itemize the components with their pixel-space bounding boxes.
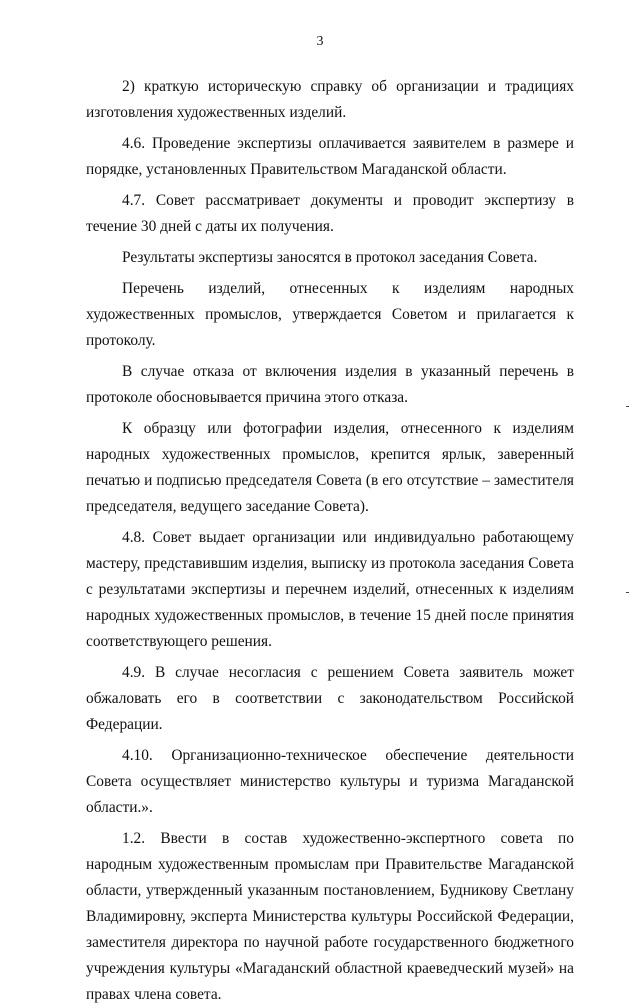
paragraph-label: К образцу или фотографии изделия, отнесенного к изделиям народных художественных промыслов, крепится ярлык, заверенный печатью и подписью председателя Совета (в его отсутствие – заместителя председателя, ведущего заседание Совета). bbox=[86, 420, 574, 515]
paragraph-4-6: 4.6. Проведение экспертизы оплачивается заявителем в размере и порядке, установленных Правительством Магаданской области. bbox=[86, 135, 574, 178]
paragraph-refusal: В случае отказа от включения изделия в указанный перечень в протоколе обосновывается причина этого отказа. bbox=[86, 363, 574, 406]
scan-mark bbox=[626, 406, 629, 407]
paragraph-items-list: Перечень изделий, отнесенных к изделиям народных художественных промыслов, утверждается Советом и прилагается к протоколу. bbox=[86, 280, 574, 349]
scan-mark bbox=[626, 592, 629, 593]
paragraph-4-9: 4.9. В случае несогласия с решением Совета заявитель может обжаловать его в соответствии с законодательством Российской Федерации. bbox=[86, 664, 574, 733]
paragraph-4-7: 4.7. Совет рассматривает документы и проводит экспертизу в течение 30 дней с даты их получения. bbox=[86, 192, 574, 235]
page-number: 3 bbox=[316, 34, 324, 49]
document-body bbox=[86, 74, 574, 1008]
paragraph-4-10: 4.10. Организационно-техническое обеспечение деятельности Совета осуществляет министерство культуры и туризма Магаданской области.». bbox=[86, 747, 574, 816]
paragraph-results: Результаты экспертизы заносятся в протокол заседания Совета. bbox=[122, 249, 538, 266]
paragraph-historical-reference: 2) краткую историческую справку об организации и традициях изготовления художественных изделий. bbox=[86, 78, 574, 121]
paragraph-4-8: 4.8. Совет выдает организации или индивидуально работающему мастеру, представившим изделия, выписку из протокола заседания Совета с результатами экспертизы и перечнем изделий, отнесенных к изделиям народных художественных промыслов, в течение 15 дней после принятия соответствующего решения. bbox=[86, 529, 574, 650]
paragraph-1-2: 1.2. Ввести в состав художественно-экспертного совета по народным художественным промыслам при Правительстве Магаданской области, утвержденный указанным постановлением, Будникову Светлану Владимировну, эксперта Министерства культуры Российской Федерации, заместителя директора по научной работе государственного бюджетного учреждения культуры «Магаданский областной краеведческий музей» на правах члена совета. bbox=[86, 830, 574, 1003]
